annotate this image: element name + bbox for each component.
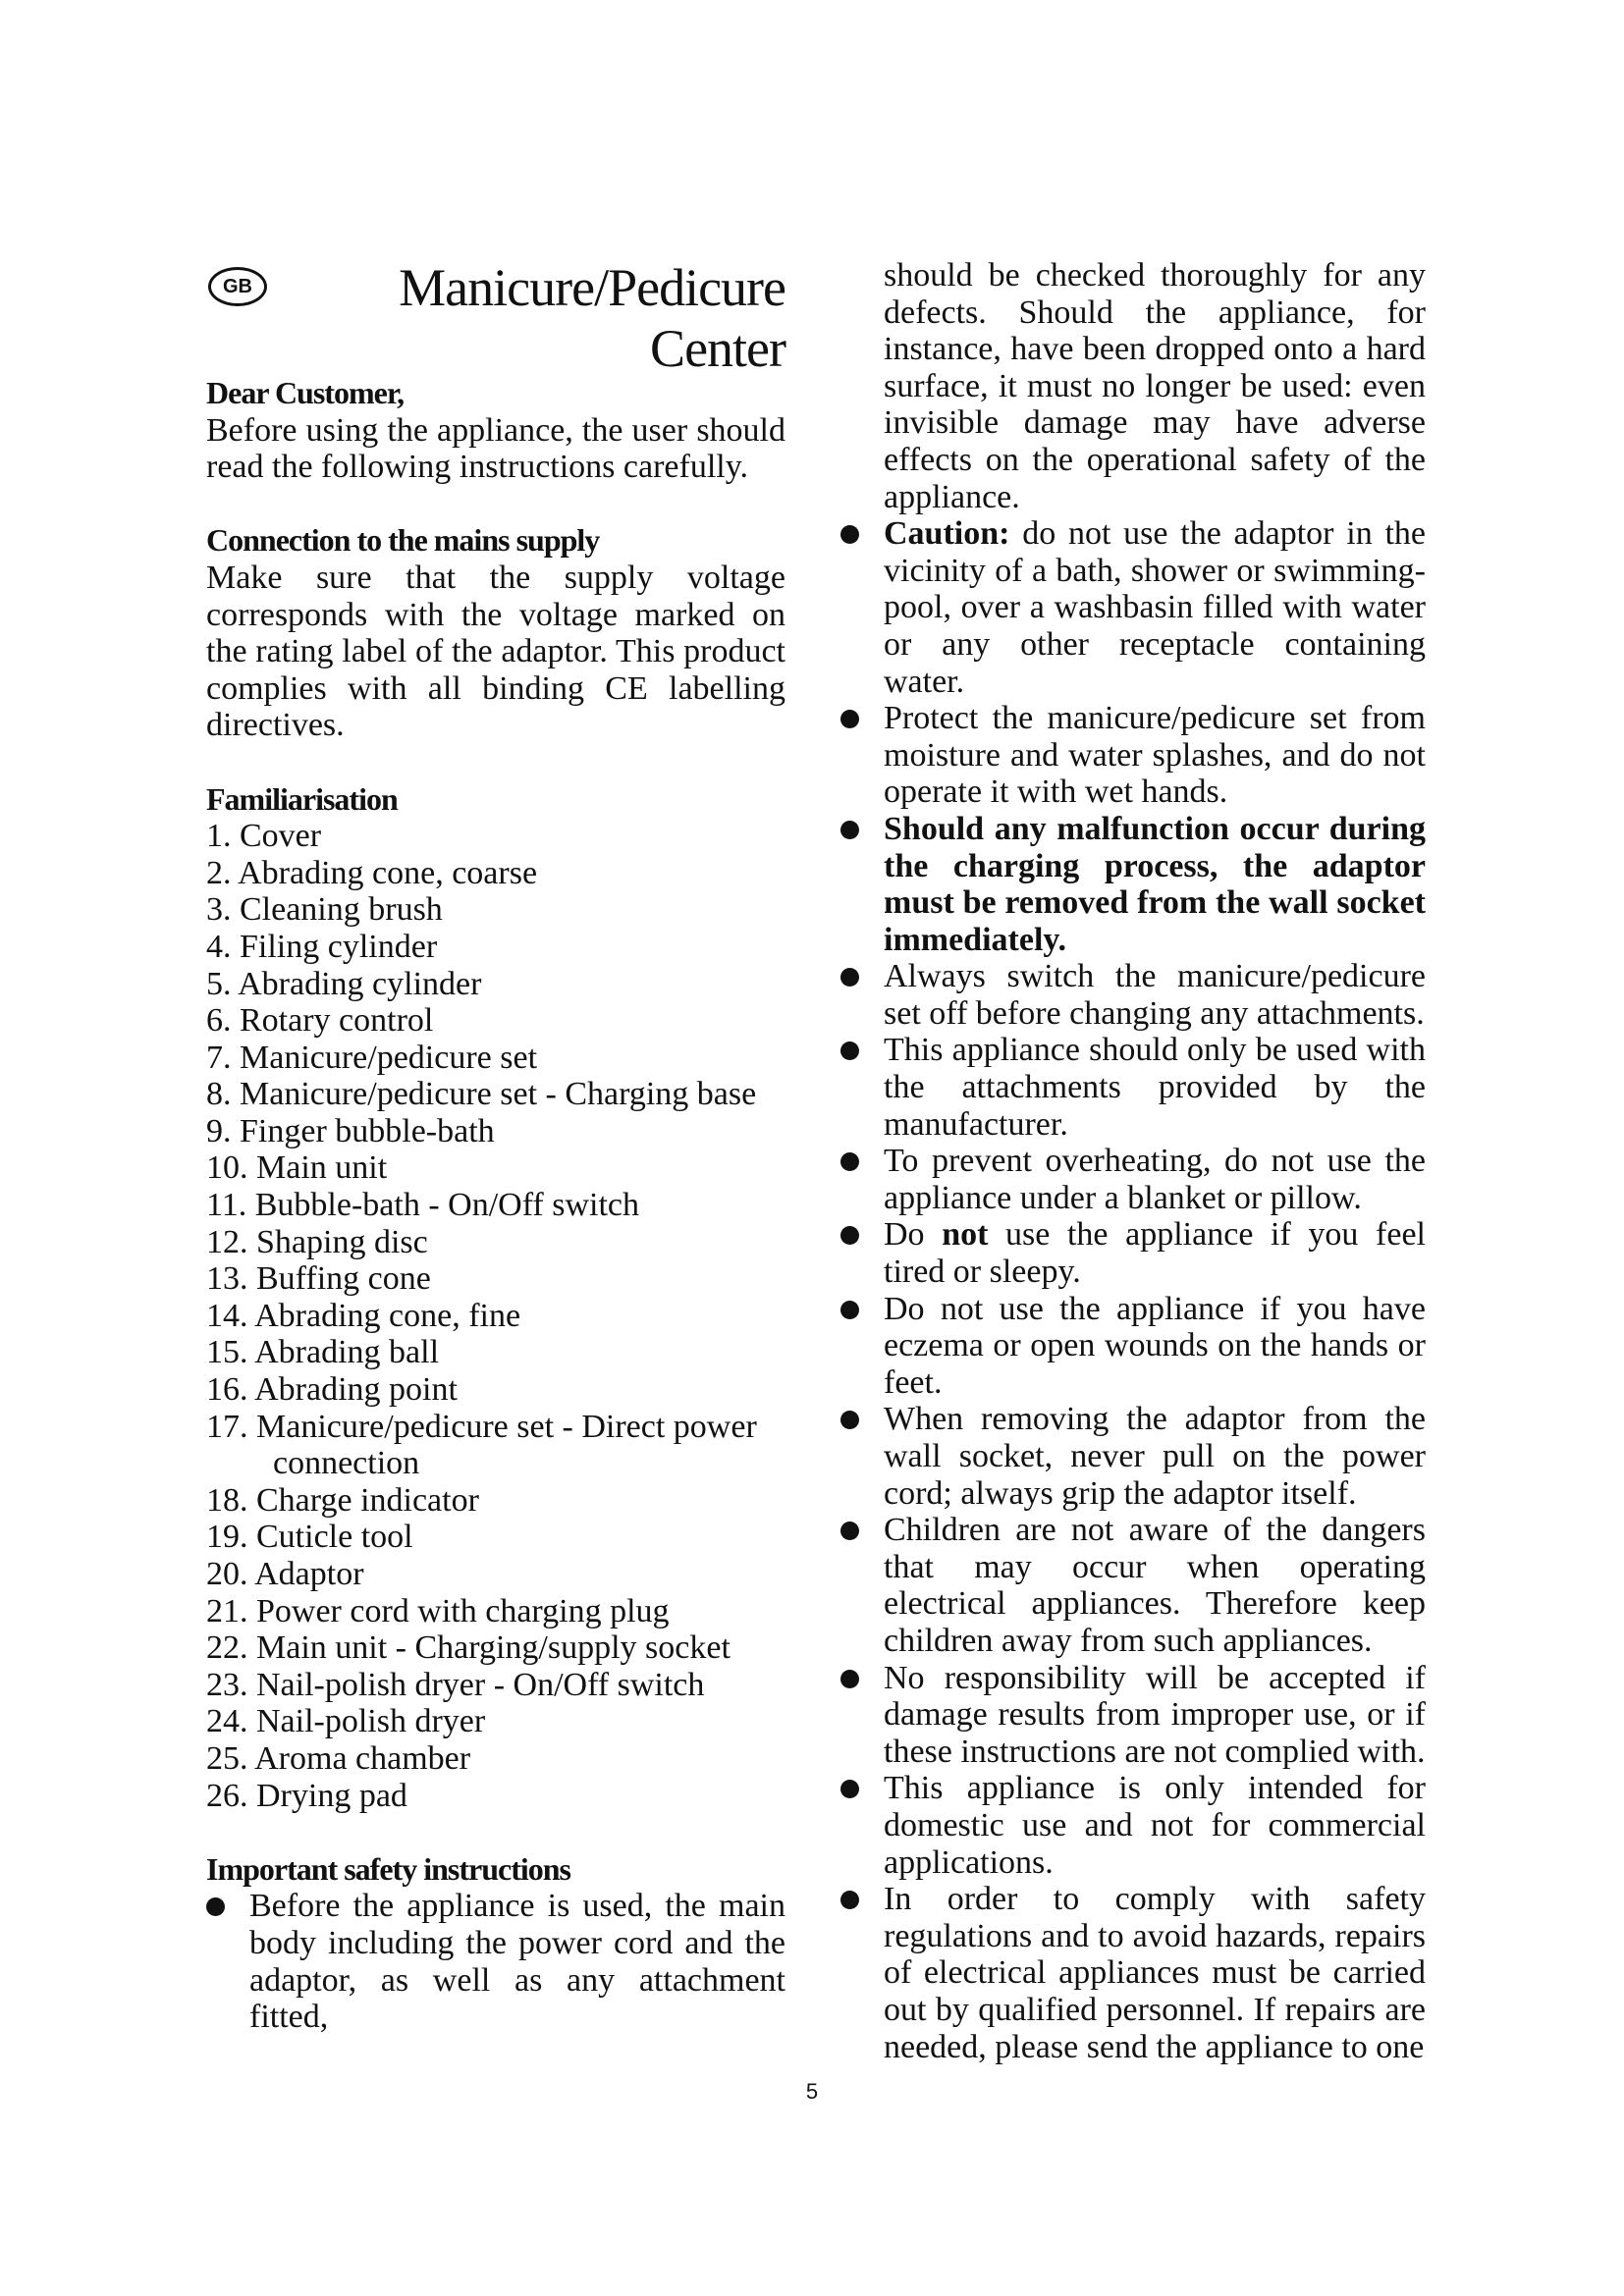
- familiarisation-list: [206, 818, 785, 1814]
- list-item: 3. Cleaning brush: [206, 891, 443, 929]
- list-item: 11. Bubble-bath - On/Off switch: [206, 1187, 639, 1224]
- list-item: 6. Rotary control: [206, 1002, 434, 1040]
- emphasis-not: not: [942, 1216, 989, 1254]
- list-item: 2. Abrading cone, coarse: [206, 854, 538, 891]
- bullet-icon: [206, 1897, 225, 1916]
- safety-item-text: Do not use the appliance if you have eczema or open wounds on the hands or feet.: [884, 1290, 1426, 1401]
- safety-item-domestic-use: [840, 1770, 1426, 1881]
- title-line-1: Manicure/Pedicure: [399, 258, 785, 317]
- bullet-icon: [840, 1041, 859, 1060]
- bullet-icon: [840, 1301, 859, 1319]
- safety-item-moisture: [840, 700, 1426, 811]
- list-item: 9. Finger bubble-bath: [206, 1112, 495, 1149]
- safety-item-tired: [840, 1216, 1426, 1290]
- safety-item-text: No responsibility will be accepted if damage results from improper use, or if these instructions are not complied with.: [884, 1659, 1426, 1770]
- safety-item-text: Always switch the manicure/pedicure set off before changing any attachments.: [884, 958, 1426, 1032]
- list-item: 26. Drying pad: [206, 1777, 407, 1814]
- spacer: [206, 1814, 785, 1851]
- caution-label: Caution:: [884, 515, 1010, 553]
- safety-item-caution: [840, 515, 1426, 700]
- safety-heading: Important safety instructions: [206, 1850, 570, 1887]
- safety-item-before-use: [206, 1888, 785, 2035]
- list-item: 20. Adaptor: [206, 1556, 364, 1592]
- list-item: 19. Cuticle tool: [206, 1519, 413, 1556]
- safety-item-text: This appliance should only be used with the attachments provided by the manufacturer.: [884, 1032, 1426, 1143]
- page-number: 5: [805, 2079, 819, 2104]
- safety-item-responsibility: [840, 1660, 1426, 1771]
- connection-text: Make sure that the supply voltage corresponds with the voltage marked on the rating label of the adaptor. This product complies with all binding CE labelling directives.: [206, 559, 785, 744]
- bullet-icon: [840, 821, 859, 839]
- safety-item-text: When removing the adaptor from the wall socket, never pull on the power cord; always grip the adaptor itself.: [884, 1401, 1426, 1512]
- title-block: [206, 257, 785, 378]
- spacer: [206, 486, 785, 523]
- left-column: [206, 257, 785, 2036]
- list-item: 13. Buffing cone: [206, 1260, 431, 1298]
- safety-item-repairs: [840, 1881, 1426, 2065]
- safety-item-text: use the appliance if you feel tired or sleepy.: [884, 1216, 1426, 1291]
- list-item: 17. Manicure/pedicure set - Direct power connection: [206, 1408, 757, 1482]
- safety-item-removing-adaptor: [840, 1401, 1426, 1512]
- title-line-2: Center: [650, 319, 785, 378]
- safety-item-overheating: [840, 1143, 1426, 1216]
- list-item: 5. Abrading cylinder: [206, 965, 482, 1002]
- familiarisation-heading: Familiarisation: [206, 780, 398, 817]
- greeting-heading: Dear Customer,: [206, 375, 405, 410]
- safety-item-text: do not use the adaptor in the vicinity of a bath, shower or swimming-pool, over a washbasin filled with water or any other receptacle containing water.: [884, 515, 1426, 700]
- safety-item-attachments: [840, 1032, 1426, 1143]
- bullet-icon: [840, 1891, 859, 1909]
- connection-heading: Connection to the mains supply: [206, 522, 600, 559]
- list-item: 25. Aroma chamber: [206, 1739, 471, 1777]
- list-item: 4. Filing cylinder: [206, 928, 438, 965]
- safety-item-eczema: [840, 1291, 1426, 1402]
- list-item: 22. Main unit - Charging/supply socket: [206, 1629, 731, 1667]
- list-item: 10. Main unit: [206, 1149, 388, 1187]
- safety-item-children: [840, 1512, 1426, 1659]
- page-title: [399, 257, 785, 379]
- bullet-icon: [840, 1411, 859, 1429]
- list-item: 24. Nail-polish dryer: [206, 1703, 486, 1740]
- safety-item-continuation: should be checked thoroughly for any defects. Should the appliance, for instance, have been dropped onto a hard surface, it must no longer be used: even invisible damage may have adverse effects on the operational safety of the appliance.: [884, 257, 1426, 515]
- list-item: 18. Charge indicator: [206, 1481, 479, 1519]
- list-item: 7. Manicure/pedicure set: [206, 1039, 538, 1076]
- safety-item-text: Before the appliance is used, the main body including the power cord and the adaptor, as well as any attachment fitted,: [249, 1888, 785, 2036]
- greeting-text: Before using the appliance, the user should read the following instructions carefully.: [206, 411, 785, 486]
- bullet-icon: [840, 525, 859, 544]
- safety-item-malfunction: [840, 811, 1426, 958]
- bullet-icon: [840, 1780, 859, 1798]
- bullet-icon: [840, 1226, 859, 1245]
- bullet-icon: [840, 968, 859, 987]
- list-item: 23. Nail-polish dryer - On/Off switch: [206, 1666, 705, 1703]
- bullet-icon: [840, 1670, 859, 1688]
- safety-item-text: Should any malfunction occur during the charging process, the adaptor must be removed from the wall socket immediately.: [884, 810, 1426, 958]
- safety-item-text: To prevent overheating, do not use the appliance under a blanket or pillow.: [884, 1143, 1426, 1216]
- list-item: 1. Cover: [206, 818, 322, 855]
- safety-item-text: In order to comply with safety regulations and to avoid hazards, repairs of electrical appliances must be carried out by qualified personnel. If repairs are needed, please send the appliance to one: [884, 1881, 1426, 2065]
- safety-item-text: Do: [884, 1216, 943, 1254]
- safety-item-switch-off: [840, 958, 1426, 1032]
- list-item: 12. Shaping disc: [206, 1223, 428, 1260]
- safety-list-left: [206, 1888, 785, 2035]
- safety-item-text: Protect the manicure/pedicure set from moisture and water splashes, and do not operate it with wet hands.: [884, 700, 1426, 811]
- bullet-icon: [840, 710, 859, 728]
- list-item: 21. Power cord with charging plug: [206, 1592, 670, 1629]
- bullet-icon: [840, 1152, 859, 1171]
- list-item: 15. Abrading ball: [206, 1334, 440, 1371]
- spacer: [206, 744, 785, 781]
- gb-language-badge: GB: [208, 267, 267, 306]
- list-item: 8. Manicure/pedicure set - Charging base: [206, 1076, 757, 1113]
- right-column: [840, 257, 1426, 2065]
- list-item: 16. Abrading point: [206, 1371, 458, 1409]
- bullet-icon: [840, 1522, 859, 1540]
- list-item: 14. Abrading cone, fine: [206, 1297, 521, 1334]
- safety-item-text: Children are not aware of the dangers that may occur when operating electrical appliances. Therefore keep children away from such appliances.: [884, 1512, 1426, 1659]
- safety-list-right: [840, 515, 1426, 2065]
- safety-item-text: This appliance is only intended for domestic use and not for commercial applications.: [884, 1770, 1426, 1881]
